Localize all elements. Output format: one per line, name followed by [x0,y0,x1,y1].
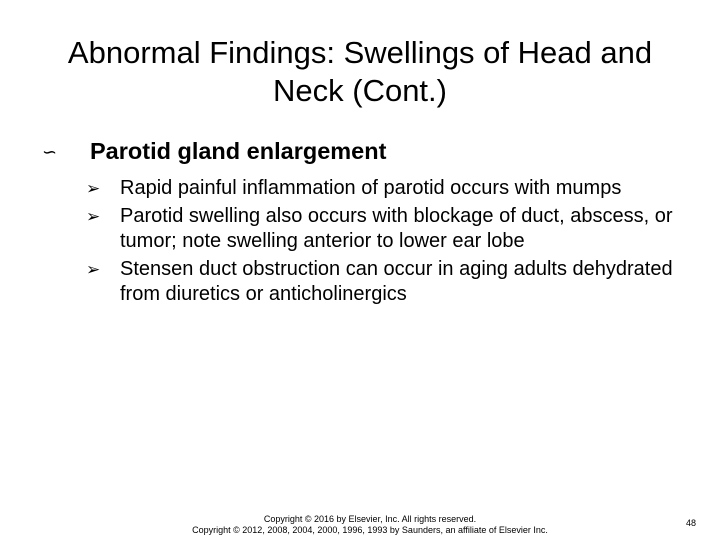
sub-bullet-text: Parotid swelling also occurs with blockage of duct, abscess, or tumor; note swelling anterior to lower ear lobe [120,205,673,252]
slide-title: Abnormal Findings: Swellings of Head and Neck (Cont.) [67,35,653,108]
sub-bullet-item [84,257,674,307]
sub-bullet-list [84,176,674,310]
main-bullet-text: Parotid gland enlargement [90,138,387,164]
arrow-bullet-icon: ➢ [86,179,101,198]
main-bullet [42,136,682,167]
page-number: 48 [686,518,697,528]
sub-bullet-text: Stensen duct obstruction can occur in aging adults dehydrated from diuretics or anticholinergics [120,258,673,305]
copyright-line-2: Copyright © 2012, 2008, 2004, 2000, 1996, 1993 by Saunders, an affiliate of Elsevier Inc. [192,525,548,535]
sub-bullet-item [84,176,674,201]
arrow-bullet-icon: ➢ [86,260,101,279]
sub-bullet-text: Rapid painful inflammation of parotid occurs with mumps [120,177,622,199]
copyright-line-1: Copyright © 2016 by Elsevier, Inc. All rights reserved. [263,514,477,524]
sub-bullet-item [84,204,674,254]
copyright-footer [150,514,590,536]
wave-bullet-icon: ∽ [42,142,58,162]
arrow-bullet-icon: ➢ [86,207,101,226]
